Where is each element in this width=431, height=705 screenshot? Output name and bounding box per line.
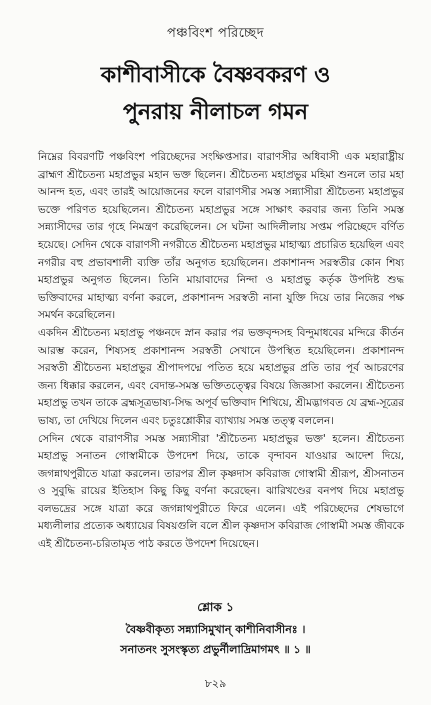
chapter-number: পঞ্চবিংশ পরিচ্ছেদ — [166, 26, 265, 41]
verse-line-1: বৈষ্ণবীকৃত্য সন্ন্যাসিমুখান্ কাশীনিবাসীনঃ । — [125, 623, 306, 636]
verse-heading: শ্লোক ১ — [197, 600, 234, 614]
verse-line-2: সনাতনং সুসংস্কৃত্য প্রভুর্নীলাদ্রিমাগমৎ ॥ ১ ॥ — [120, 643, 311, 656]
summary-paragraph-1: নিম্নের বিবরণটি পঞ্চবিংশ পরিচ্ছেদের সংক্ষিপ্তসার। বারাণসীর অধিবাসী এক মহারাষ্ট্রীয় ব্রাহ্মণ শ্রীচৈতন্য মহাপ্রভুর মহান ভক্ত ছিলেন। শ্রীচৈতন্য মহাপ্রভুর মহিমা শুনলে তার মহা আনন্দ হত, এবং তারই আয়োজনের ফলে বারাণসীর সমস্ত সন্ন্যাসীরা শ্রীচৈতন্য মহাপ্রভুর ভক্তে পরিণত হয়েছিলেন। শ্রীচৈতন্য মহাপ্রভুর সঙ্গে সাক্ষাৎ করবার জন্য তিনি সমস্ত সন্ন্যাসীদের তার গৃহে নিমন্ত্রণ করেছিলেন। সে ঘটনা আদিলীলায় সপ্তম পরিচ্ছেদে বর্ণিত হয়েছে। সেদিন থেকে বারাণসী নগরীতে শ্রীচৈতন্য মহাপ্রভুর মাহাত্ম্য প্রচারিত হয়েছিল এবং নগরীর বহু প্রভাবশালী ব্যক্তি তাঁর অনুগত হয়েছিলেন। প্রকাশানন্দ সরস্বতীর কোন শিষ্য মহাপ্রভুর অনুগত ছিলেন। তিনি মায়াবাদের নিন্দা ও মহাপ্রভু কর্তৃক উপদিষ্ট শুদ্ধ ভক্তিবাদের মাহাত্ম্য বর্ণনা করলে, প্রকাশানন্দ সরস্বতী নানা যুক্তি দিয়ে তার নিজের পক্ষ সমর্থন করেছিলেন। — [38, 151, 404, 322]
chapter-title-line-2: পুনরায় নীলাচল গমন — [122, 100, 309, 125]
summary-paragraph-3: সেদিন থেকে বারাণসীর সমস্ত সন্ন্যাসীরা 'শ্রীচৈতন্য মহাপ্রভুর ভক্ত' হলেন। শ্রীচৈতন্য মহাপ্রভু সনাতন গোস্বামীকে উপদেশ দিয়ে, তাকে বৃন্দাবন যাওয়ার আদেশ দিয়ে, জগন্নাথপুরীতে যাত্রা করলেন। তারপর শ্রীল কৃষ্ণদাস কবিরাজ গোস্বামী শ্রীরূপ, শ্রীসনাতন ও সুবুদ্ধি রায়ের ইতিহাস কিছু কিছু বর্ণনা করেছেন। ঝারিখণ্ডের বনপথ দিয়ে মহাপ্রভু বলভদ্রের সঙ্গে যাত্রা করে জগন্নাথপুরীতে ফিরে এলেন। এই পরিচ্ছেদের শেষভাগে মধ্যলীলার প্রত্যেক অধ্যায়ের বিষয়গুলি বলে শ্রীল কৃষ্ণদাস কবিরাজ গোস্বামী সমস্ত জীবকে এই শ্রীচৈতন্য-চরিতামৃত পাঠ করতে উপদেশ দিয়েছেন। — [38, 432, 404, 551]
summary-paragraph-2: একদিন শ্রীচৈতন্য মহাপ্রভু পঞ্চনদে স্নান করার পর ভক্তবৃন্দসহ বিন্দুমাধবের মন্দিরে কীর্তন আরম্ভ করেন, শিষ্যসহ প্রকাশানন্দ সরস্বতী সেখানে উপস্থিত হয়েছিলেন। প্রকাশানন্দ সরস্বতী শ্রীচৈতন্য মহাপ্রভুর শ্রীপাদপদ্মে পতিত হয়ে মহাপ্রভুর প্রতি তার পূর্ব আচরণের জন্য ধিক্কার করলেন, এবং বেদান্ত-সমস্ত ভক্তিতত্ত্বের বিষয়ে জিজ্ঞাসা করলেন। শ্রীচৈতন্য মহাপ্রভু তখন তাকে ব্রহ্মসূত্রভাষ্য-সিদ্ধ অপূর্ব ভক্তিবাদ শিখিয়ে, শ্রীমদ্ভাগবত যে ব্রহ্ম-সূত্রের ভাষ্য, তা দেখিয়ে দিলেন এবং চতুঃশ্লোকীর ব্যাখ্যায় সমস্ত তত্ত্ব বললেন। — [38, 326, 404, 427]
chapter-summary — [38, 149, 404, 554]
chapter-title-line-1: কাশীবাসীকে বৈষ্ণবকরণ ও — [100, 63, 331, 88]
page-number: ৮২৯ — [204, 677, 227, 690]
